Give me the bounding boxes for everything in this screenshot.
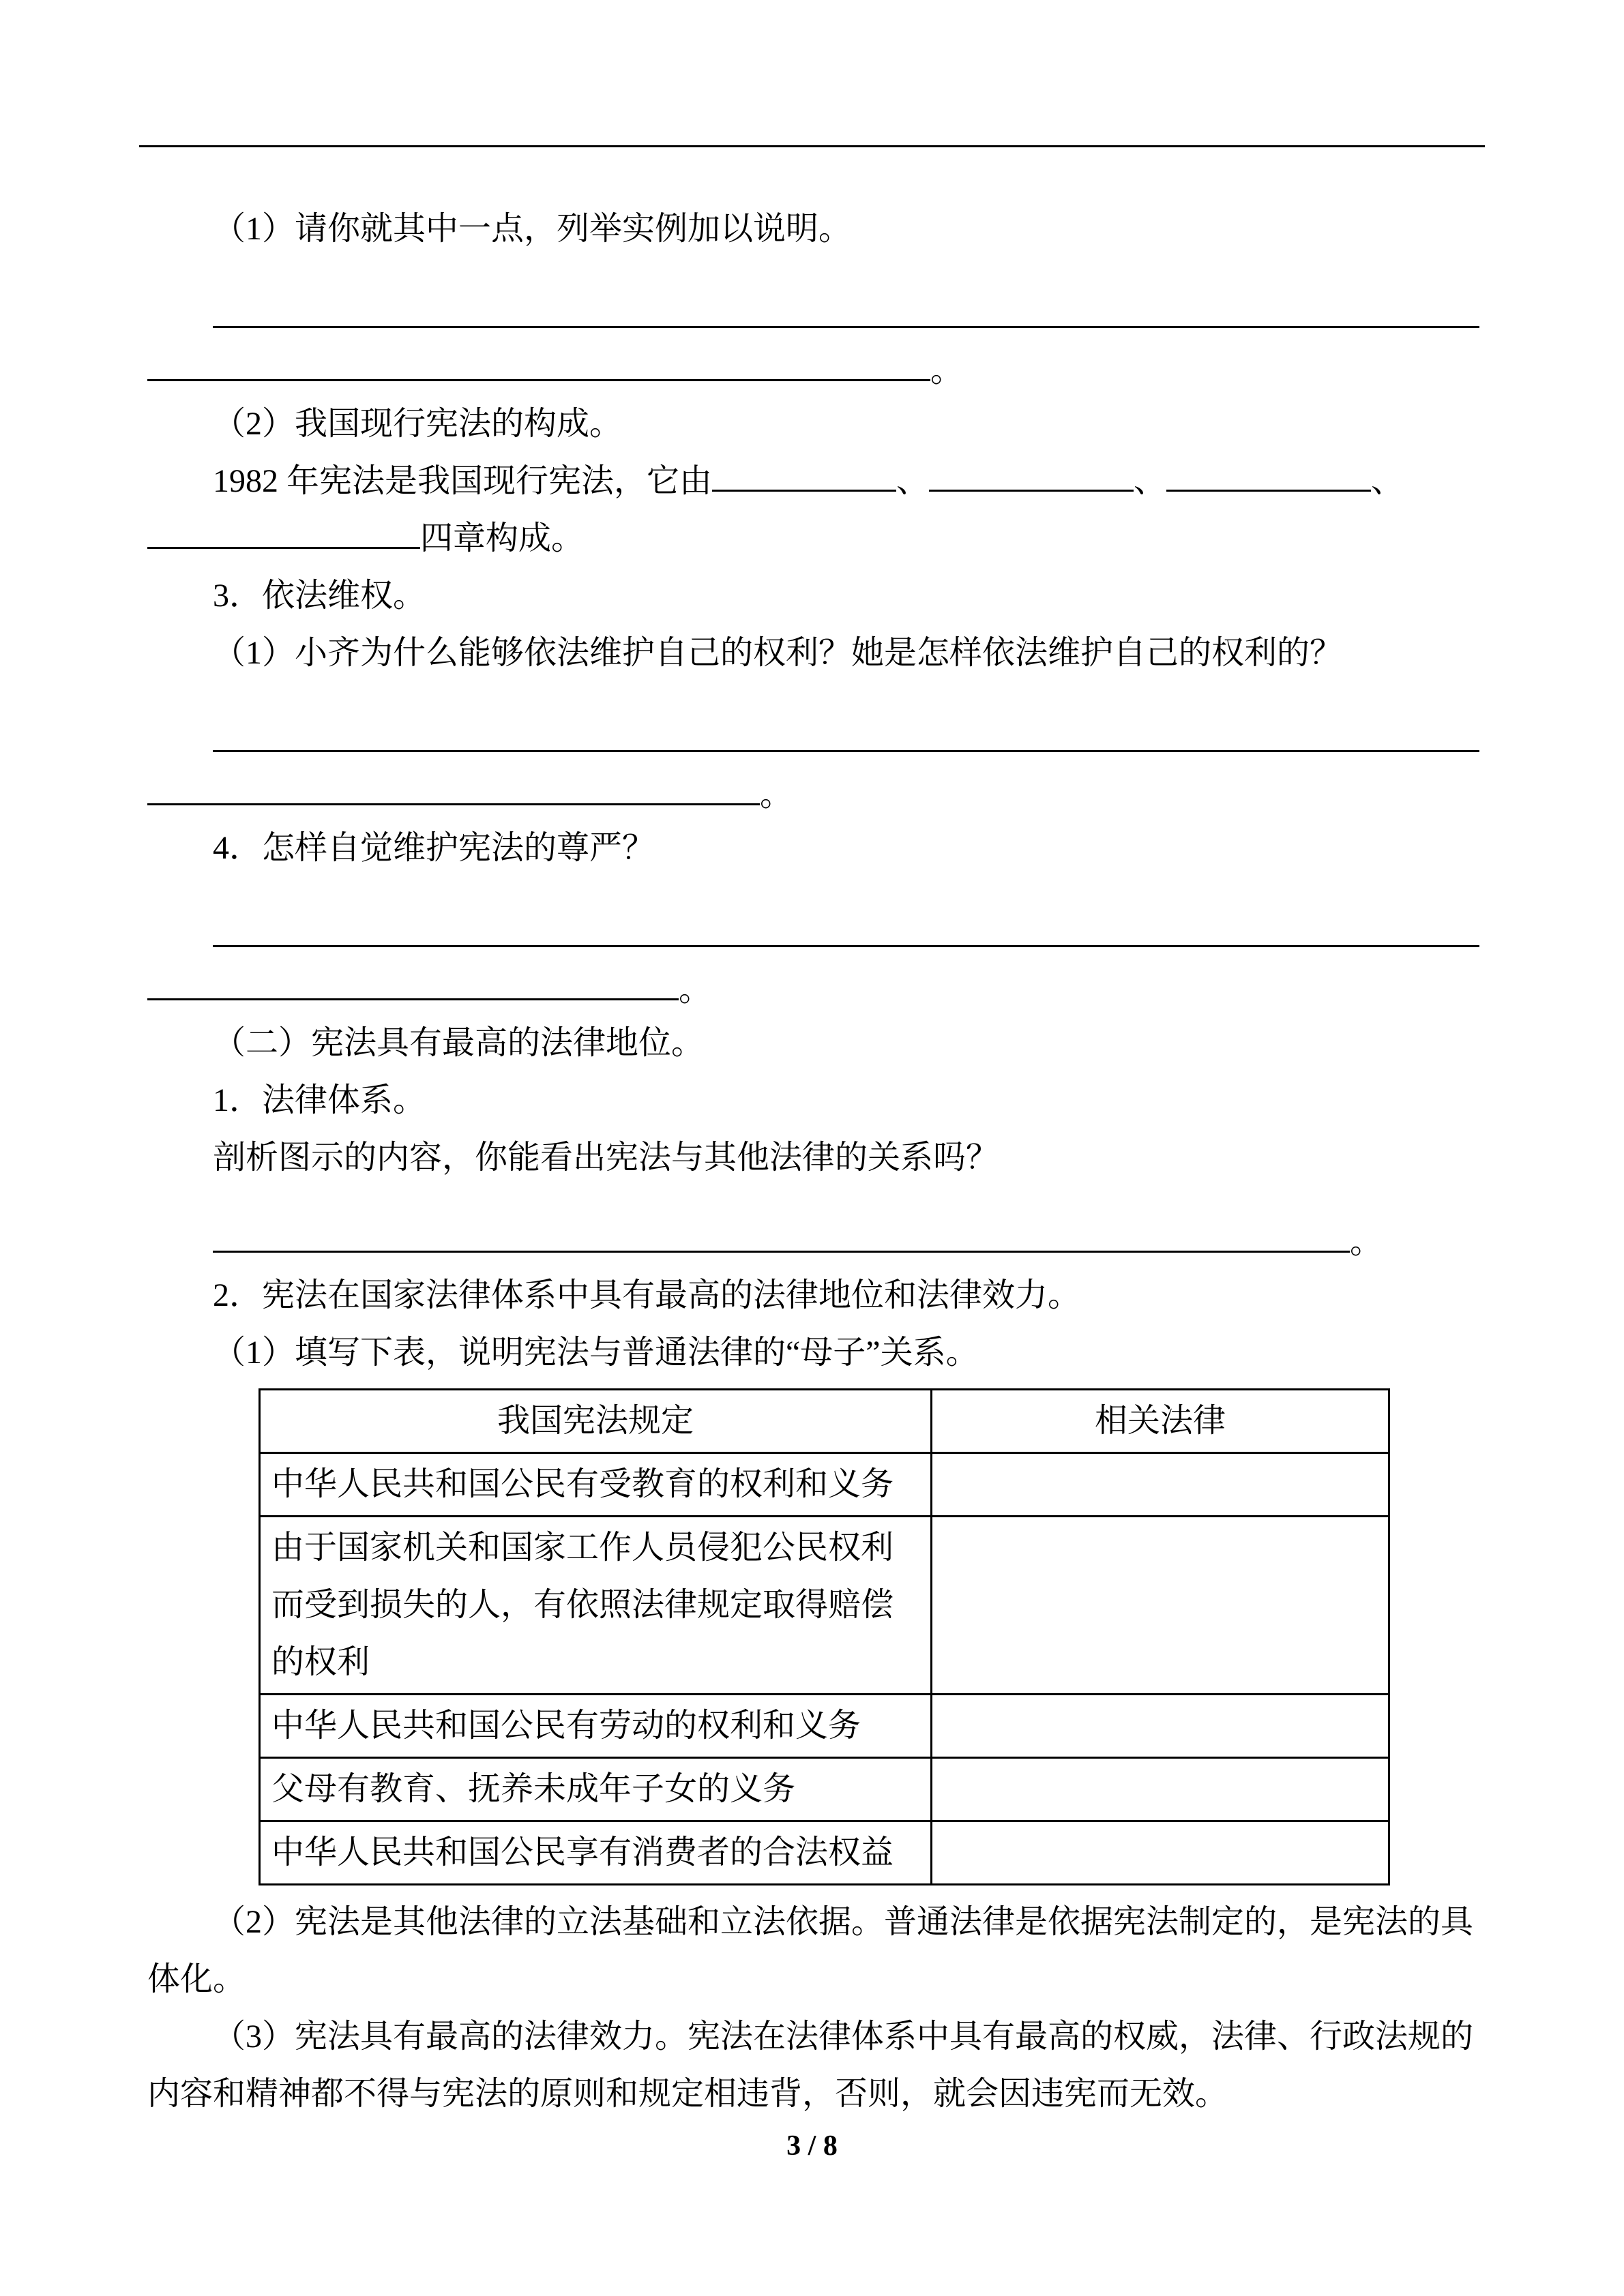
- answer-line: [147, 289, 1477, 346]
- table-header-related-law: 相关法律: [932, 1390, 1389, 1453]
- q4-heading: 4．怎样自觉维护宪法的尊严？: [213, 830, 655, 866]
- answer-blank: [213, 939, 1479, 947]
- part2-item2-point3: （3）宪法具有最高的法律效力。宪法在法律体系中具有最高的权威，法律、行政法规的内容和精神都不得与宪法的原则和规定相违背，否则，就会因违宪而无效。: [147, 2018, 1474, 2112]
- answer-blank: [147, 797, 760, 805]
- answer-blank: [213, 320, 1479, 328]
- part2-item1-question: 剖析图示的内容，你能看出宪法与其他法律的关系吗？: [213, 1139, 999, 1176]
- table-cell-related-law: [932, 1517, 1389, 1695]
- part2-item1-heading: 1．法律体系。: [213, 1082, 426, 1118]
- fill-blank: [147, 541, 420, 549]
- answer-blank: [147, 373, 930, 381]
- period-mark: 。: [930, 353, 964, 389]
- table-row: [260, 1695, 1389, 1758]
- table-cell-related-law: [932, 1821, 1389, 1885]
- answer-line: [147, 908, 1477, 966]
- period-mark: 。: [679, 972, 712, 1008]
- q1-example-prompt: （1）请你就其中一点，列举实例加以说明。: [213, 211, 852, 247]
- fill-suffix-text: 四章构成。: [420, 520, 585, 556]
- table-cell-related-law: [932, 1453, 1389, 1517]
- answer-blank: [147, 992, 679, 1000]
- table-cell-related-law: [932, 1758, 1389, 1821]
- table-row: [260, 1453, 1389, 1517]
- answer-blank: [213, 744, 1479, 752]
- table-row: [260, 1758, 1389, 1821]
- fill-prefix-text: 1982 年宪法是我国现行宪法，它由: [213, 463, 713, 499]
- table-cell-constitution: 中华人民共和国公民享有消费者的合法权益: [260, 1821, 932, 1885]
- fill-blank: [929, 483, 1134, 492]
- header-rule: [139, 145, 1485, 147]
- answer-line: [147, 1218, 1477, 1267]
- q2-fill-line-2: [147, 510, 1477, 567]
- answer-line: [147, 771, 1477, 820]
- part2-heading: （二）宪法具有最高的法律地位。: [213, 1025, 705, 1061]
- answer-line: [147, 346, 1477, 396]
- table-cell-constitution: 中华人民共和国公民有劳动的权利和义务: [260, 1695, 932, 1758]
- table-instruction: （1）填写下表，说明宪法与普通法律的“母子”关系。: [213, 1335, 979, 1371]
- q2-structure-heading: （2）我国现行宪法的构成。: [213, 406, 623, 442]
- table-cell-constitution: 父母有教育、抚养未成年子女的义务: [260, 1758, 932, 1821]
- q2-fill-line-1: [147, 453, 1477, 510]
- part2-item2-point2: （2）宪法是其他法律的立法基础和立法依据。普通法律是依据宪法制定的，是宪法的具体化。: [147, 1904, 1474, 1997]
- answer-blank: [213, 1244, 1350, 1253]
- answer-line: [147, 966, 1477, 1015]
- table-row: [260, 1821, 1389, 1885]
- fill-blank: [1166, 483, 1371, 492]
- part2-item2-heading: 2．宪法在国家法律体系中具有最高的法律地位和法律效力。: [213, 1277, 1081, 1313]
- period-mark: 。: [1350, 1224, 1383, 1260]
- q3-sub1-prompt: （1）小齐为什么能够依法维护自己的权利？她是怎样依法维护自己的权利的？: [213, 635, 1343, 671]
- table-header-row: [260, 1390, 1389, 1453]
- q3-heading: 3．依法维权。: [213, 578, 426, 614]
- table-cell-related-law: [932, 1695, 1389, 1758]
- enumeration-comma: 、: [1371, 463, 1404, 499]
- table-cell-constitution: 中华人民共和国公民有受教育的权利和义务: [260, 1453, 932, 1517]
- answer-line: [147, 713, 1477, 771]
- enumeration-comma: 、: [896, 463, 930, 499]
- period-mark: 。: [760, 777, 793, 813]
- page-number: 3 / 8: [786, 2130, 838, 2162]
- table-cell-constitution: 由于国家机关和国家工作人员侵犯公民权利而受到损失的人，有依照法律规定取得赔偿的权利: [260, 1517, 932, 1695]
- fill-blank: [712, 483, 896, 492]
- table-header-constitution: 我国宪法规定: [260, 1390, 932, 1453]
- constitution-law-table: [259, 1388, 1390, 1885]
- table-row: [260, 1517, 1389, 1695]
- enumeration-comma: 、: [1134, 463, 1167, 499]
